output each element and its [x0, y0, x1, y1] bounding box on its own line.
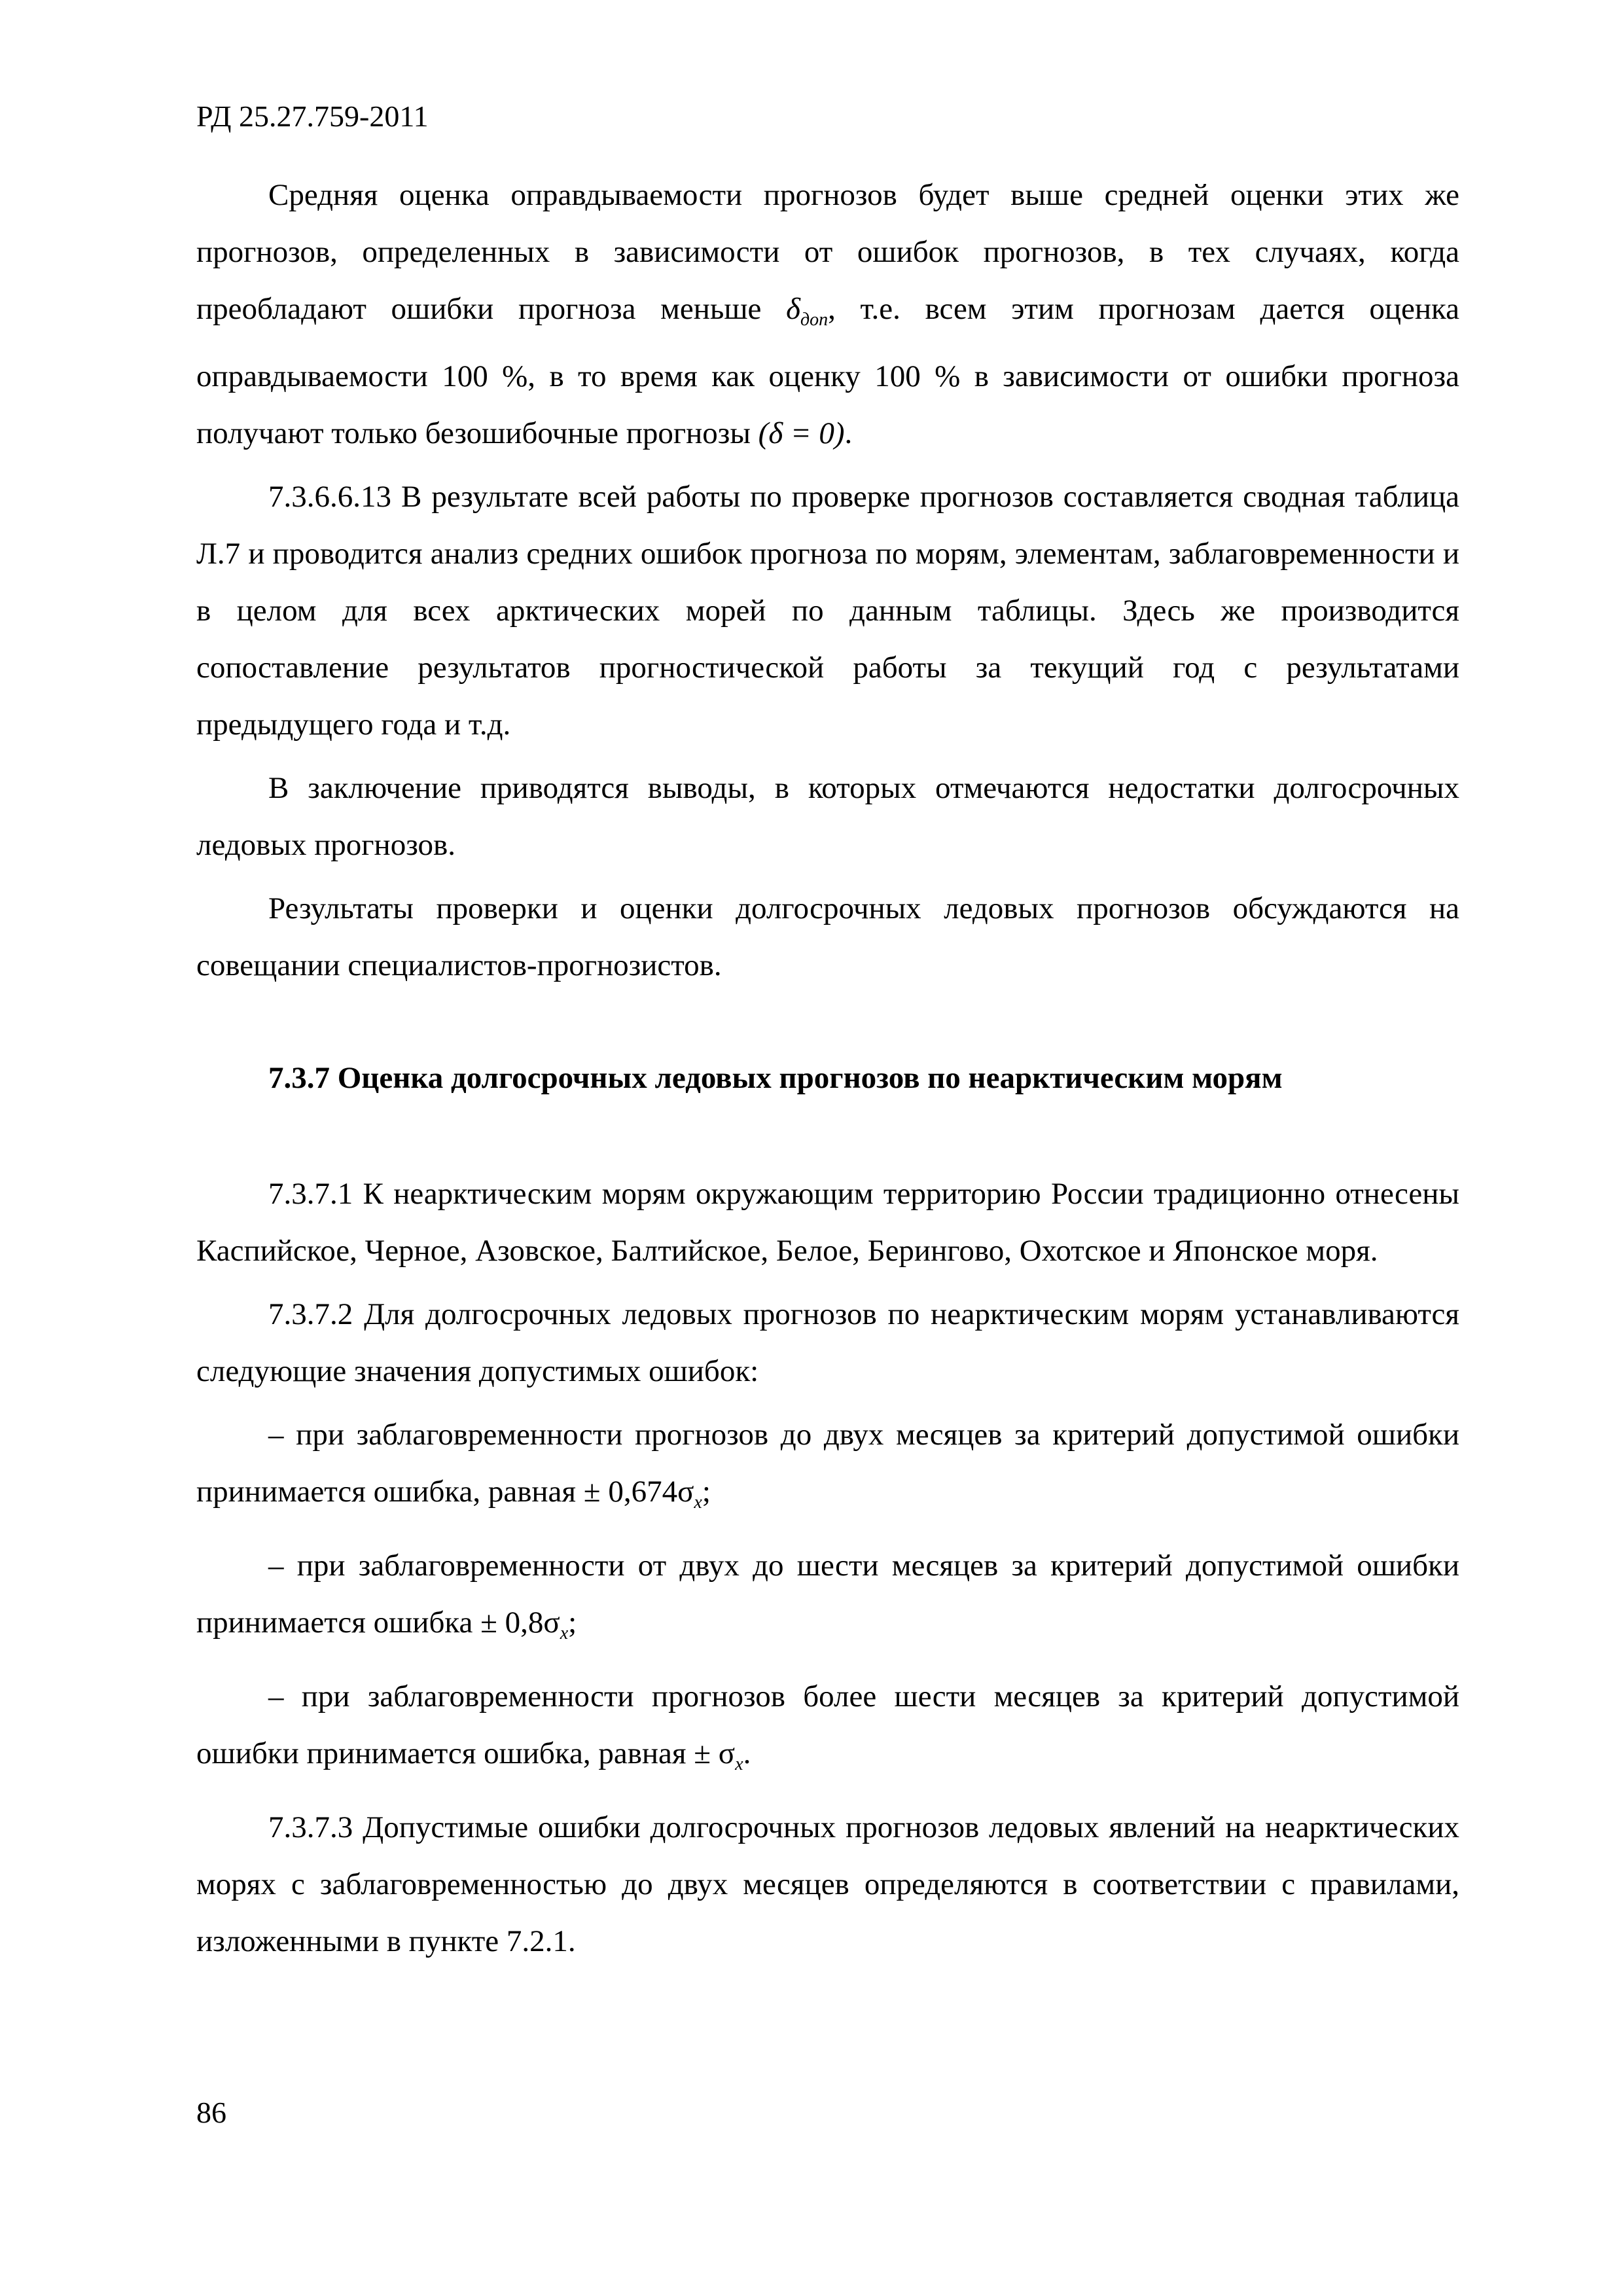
paragraph-text: , т.е. всем этим прогнозам дается оценка оправдываемости 100 %, в то время как оценку 100 % в зависимости от ошибки прогноза получают только безошибочные прогнозы — [196, 292, 1459, 450]
paragraph-7-3-7-3: 7.3.7.3 Допустимые ошибки долгосрочных прогнозов ледовых явлений на неарктических морях с заблаговременностью до двух месяцев определяются в соответствии с правилами, изложенными в пункте 7.2.1. — [196, 1810, 1459, 1958]
error-subscript: x — [560, 1623, 569, 1643]
list-item-end: . — [743, 1736, 751, 1770]
list-item-end: ; — [702, 1475, 711, 1509]
paragraph-conclusion: В заключение приводятся выводы, в которых отмечаются недостатки долгосрочных ледовых прогнозов. — [196, 771, 1459, 862]
list-item-over-six-months — [196, 1668, 1459, 1793]
error-subscript: x — [694, 1492, 702, 1513]
paragraph-text: Средняя оценка оправдываемости прогнозов будет выше средней оценки этих же прогнозов, определенных в зависимости от ошибок прогнозов, в тех случаях, когда преобладают ошибки прогноза меньше — [196, 178, 1459, 326]
error-subscript: x — [735, 1754, 743, 1774]
list-item-text: – при заблаговременности от двух до шести месяцев за критерий допустимой ошибки принимается ошибка — [196, 1549, 1459, 1640]
error-value: ± 0,8σ — [480, 1605, 560, 1640]
paragraph-7-3-6-6-13: 7.3.6.6.13 В результате всей работы по проверке прогнозов составляется сводная таблица Л.7 и проводится анализ средних ошибок прогноза по морям, элементам, заблаговременности и в целом для всех арктических морей по данным таблицы. Здесь же производится сопоставление результатов прогностической работы за текущий год с результатами предыдущего года и т.д. — [196, 480, 1459, 742]
paragraph-results: Результаты проверки и оценки долгосрочных ледовых прогнозов обсуждаются на совещании специалистов-прогнозистов. — [196, 891, 1459, 982]
paragraph-forecast-assessment — [196, 167, 1459, 462]
list-item-text: – при заблаговременности прогнозов более шести месяцев за критерий допустимой ошибки принимается ошибка, равная — [196, 1679, 1459, 1770]
delta-symbol: δ — [786, 292, 800, 326]
page-number: 86 — [196, 2096, 226, 2129]
paragraph-7-3-7-2: 7.3.7.2 Для долгосрочных ледовых прогнозов по неарктическим морям устанавливаются следующие значения допустимых ошибок: — [196, 1297, 1459, 1388]
list-item-end: ; — [568, 1605, 577, 1640]
document-id: РД 25.27.759-2011 — [196, 99, 429, 133]
list-item-text: – при заблаговременности прогнозов до двух месяцев за критерий допустимой ошибки принимается ошибка, равная — [196, 1418, 1459, 1509]
formula-delta-zero: (δ = 0) — [758, 416, 845, 450]
list-item-two-months — [196, 1407, 1459, 1531]
section-heading-7-3-7: 7.3.7 Оценка долгосрочных ледовых прогнозов по неарктическим морям — [268, 1061, 1283, 1095]
paragraph-7-3-7-1: 7.3.7.1 К неарктическим морям окружающим территорию России традиционно отнесены Каспийское, Черное, Азовское, Балтийское, Белое, Берингово, Охотское и Японское моря. — [196, 1177, 1459, 1268]
paragraph-text: . — [844, 416, 853, 450]
document-body — [196, 167, 1459, 1970]
list-item-two-to-six-months — [196, 1537, 1459, 1662]
error-value: ± σ — [694, 1736, 736, 1770]
error-value: ± 0,674σ — [583, 1475, 694, 1509]
delta-subscript: доп — [800, 310, 829, 330]
